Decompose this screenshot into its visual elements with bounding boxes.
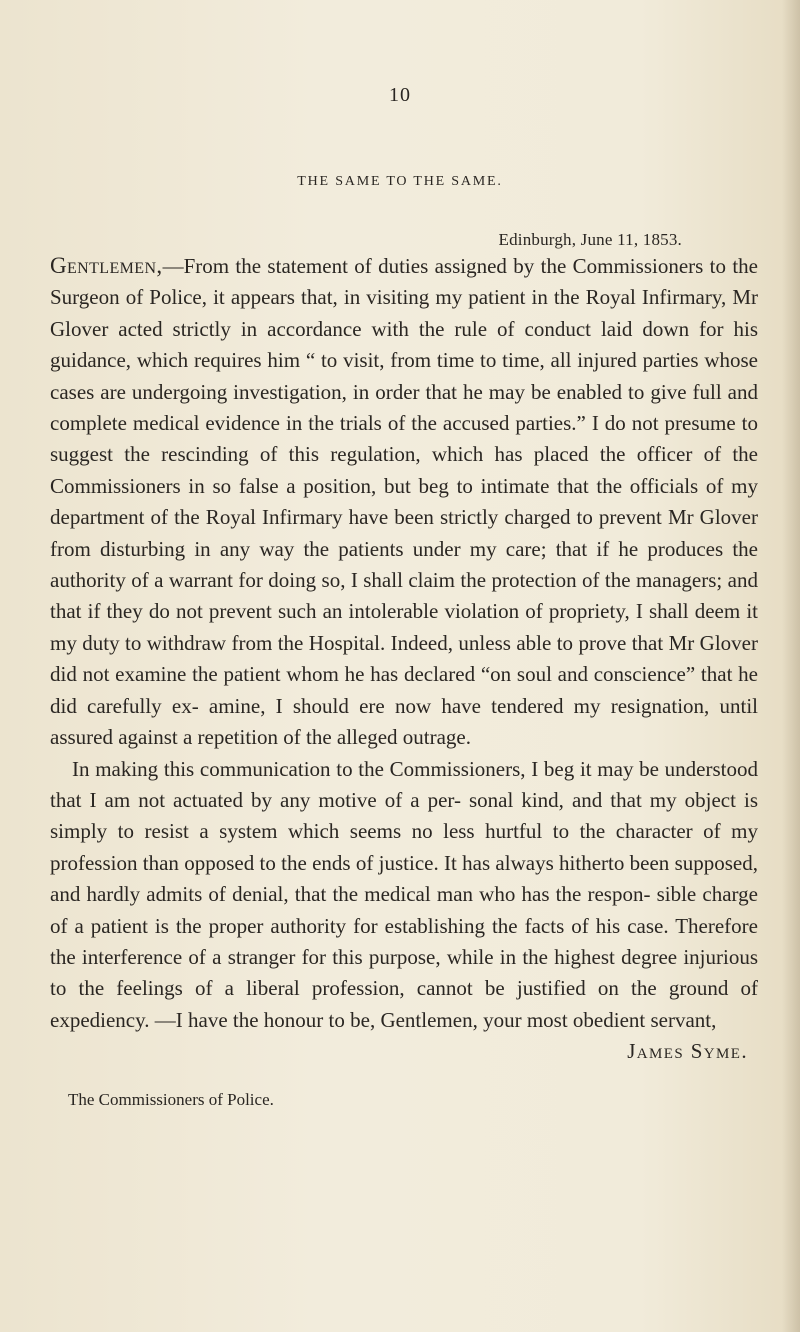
letter-paragraph-1 [50, 250, 758, 754]
letter-addressee: The Commissioners of Police. [68, 1090, 274, 1109]
letter-salutation: Gentlemen, [50, 253, 163, 278]
letter-paragraph-2: In making this communication to the Commissioners, I beg it may be understood that I am not actuated by any motive of a per- sonal kind, and that my object is simply to resist a system which seems no less hurtful to the character of my profession than opposed to the ends of justice. It has always hitherto been supposed, and hardly admits of denial, that the medical man who has the respon- sible charge of a patient is the proper authority for establishing the facts of his case. Therefore the interference of a stranger for this purpose, while in the highest degree injurious to the feelings of a liberal profession, cannot be justified on the ground of expediency. —I have the honour to be, Gentlemen, your most obedient servant, [50, 756, 758, 1032]
letter-signature: James Syme. [627, 1039, 748, 1064]
page-number: 10 [389, 84, 411, 106]
page-edge-shadow [782, 0, 800, 1332]
letter-heading: THE SAME TO THE SAME. [297, 174, 503, 189]
letter-body [50, 250, 758, 1068]
letter-paragraph-1-text: —From the statement of duties assigned by the Commissioners to the Surgeon of Police, it appears that, in visiting my patient in the Royal Infirmary, Mr Glover acted strictly in accordance with the rule of conduct laid down for his guidance, which requires him “ to visit, from time to time, all injured parties whose cases are undergoing investigation, in order that he may be enabled to give full and complete medical evidence in the trials of the accused parties.” I do not presume to suggest the rescinding of this regulation, which has placed the officer of the Commissioners in so false a position, but beg to intimate that the officials of my department of the Royal Infirmary have been strictly charged to prevent Mr Glover from disturbing in any way the patients under my care; that if he produces the authority of a warrant for doing so, I shall claim the protection of the managers; and that if they do not prevent such an intolerable violation of propriety, I shall deem it my duty to withdraw from the Hospital. Indeed, unless able to prove that Mr Glover did not examine the patient whom he has declared “on soul and conscience” that he did carefully ex- amine, I should ere now have tendered my resignation, until assured against a repetition of the alleged outrage. [50, 254, 758, 750]
letter-dateline: Edinburgh, June 11, 1853. [498, 230, 682, 249]
